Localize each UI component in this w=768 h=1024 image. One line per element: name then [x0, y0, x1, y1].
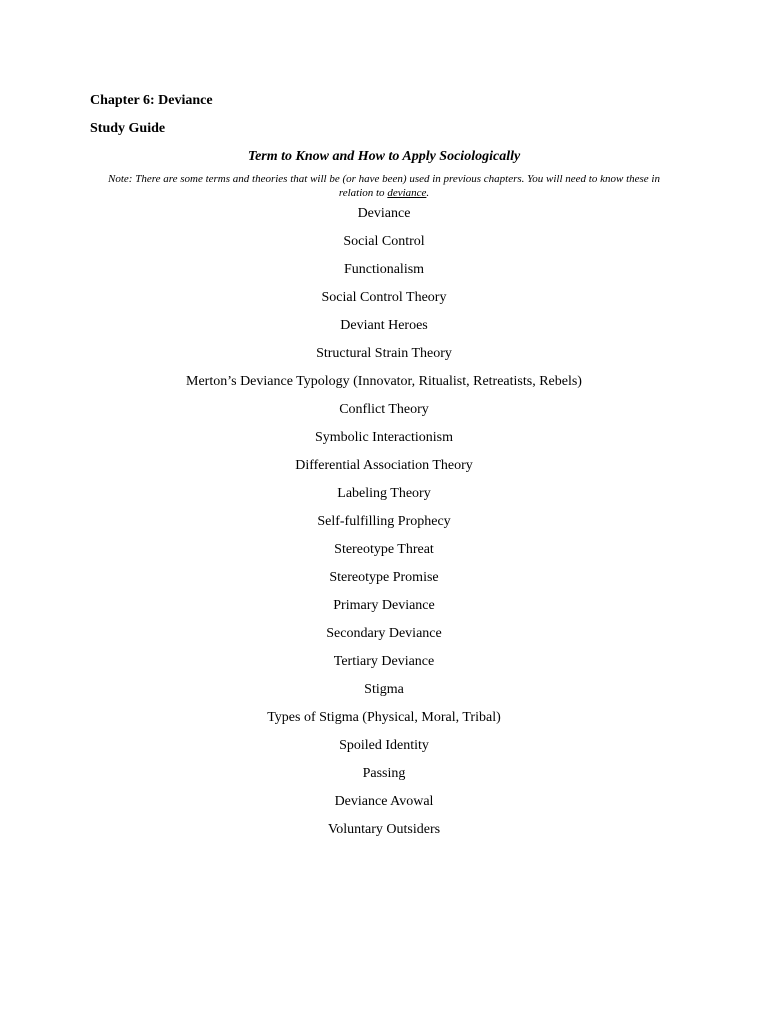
- term-item: Labeling Theory: [337, 486, 431, 501]
- term-item: Secondary Deviance: [326, 626, 442, 641]
- term-item: Stigma: [364, 682, 404, 697]
- term-item: Merton’s Deviance Typology (Innovator, Ritualist, Retreatists, Rebels): [186, 374, 582, 389]
- note-paragraph: [90, 172, 678, 200]
- term-item: Differential Association Theory: [295, 458, 473, 473]
- term-item: Primary Deviance: [333, 598, 435, 613]
- document-page: [90, 91, 678, 848]
- study-guide-label: Study Guide: [90, 121, 166, 136]
- note-text: Note: There are some terms and theories that will be (or have been) used in previous chapters. You will need to know these in relation to: [108, 173, 660, 199]
- section-subtitle: Term to Know and How to Apply Sociologically: [247, 149, 521, 164]
- note-emphasis: deviance: [387, 187, 427, 199]
- term-item: Structural Strain Theory: [316, 346, 452, 361]
- term-item: Self-fulfilling Prophecy: [317, 514, 451, 529]
- term-item: Social Control Theory: [321, 290, 447, 305]
- term-item: Stereotype Promise: [329, 570, 439, 585]
- term-item: Deviant Heroes: [340, 318, 428, 333]
- term-item: Social Control: [343, 234, 425, 249]
- term-item: Conflict Theory: [339, 402, 429, 417]
- term-item: Deviance Avowal: [334, 794, 434, 809]
- term-item: Symbolic Interactionism: [314, 430, 454, 445]
- term-item: Voluntary Outsiders: [327, 822, 441, 837]
- term-item: Stereotype Threat: [334, 542, 434, 557]
- term-item: Types of Stigma (Physical, Moral, Tribal): [267, 710, 501, 725]
- term-item: Tertiary Deviance: [333, 654, 435, 669]
- terms-list: [90, 204, 678, 840]
- term-item: Passing: [362, 766, 406, 781]
- term-item: Functionalism: [343, 262, 425, 277]
- term-item: Spoiled Identity: [339, 738, 429, 753]
- term-item: Deviance: [357, 206, 411, 221]
- chapter-title: Chapter 6: Deviance: [90, 93, 213, 108]
- note-suffix: .: [426, 187, 430, 199]
